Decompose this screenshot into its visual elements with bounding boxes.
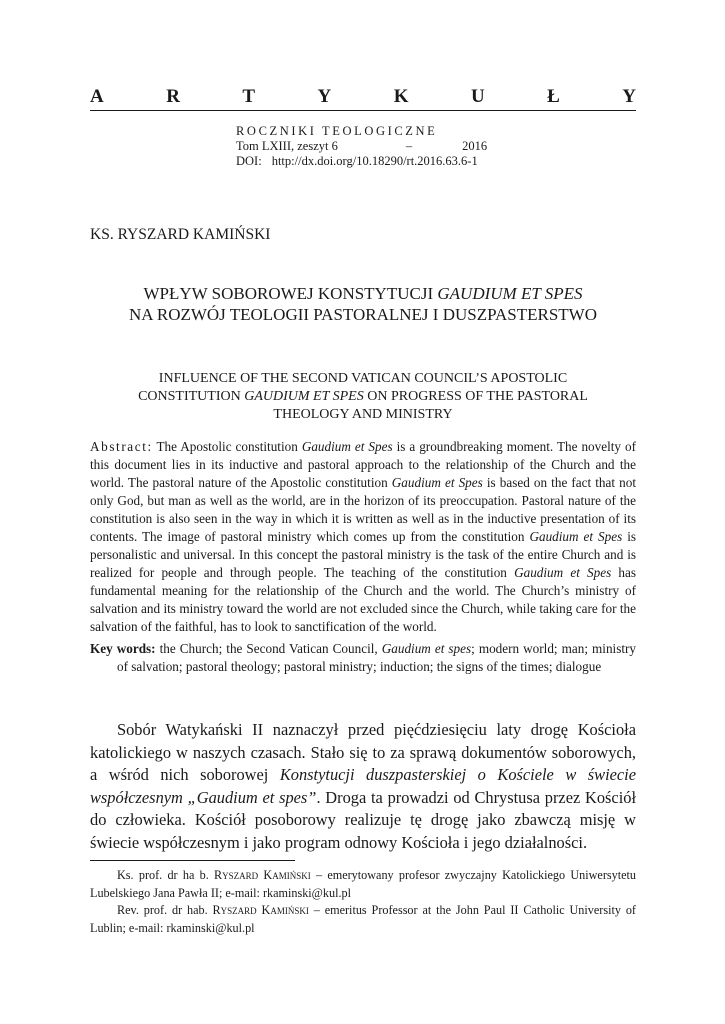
footnote-author-name: Ryszard Kamiński xyxy=(214,868,311,882)
abstract-text: is a groundbreaking moment. The novelty of this document lies in its inductive and pastoral approach to the relationship of the Church and the world. The pastoral nature of the Apostolic constitution xyxy=(90,439,636,490)
abstract-italic: Gaudium et Spes xyxy=(391,475,483,490)
title-polish xyxy=(90,283,636,325)
title-en-line2b: ON PROGRESS OF THE PASTORAL xyxy=(363,389,588,404)
keywords-label: Key words: xyxy=(90,641,156,656)
section-heading-letter: Y xyxy=(317,86,332,107)
journal-dash: – xyxy=(405,139,413,153)
section-heading-letter: T xyxy=(242,86,256,107)
journal-volume-row xyxy=(236,139,487,154)
title-pl-line1: WPŁYW SOBOROWEJ KONSTYTUCJI xyxy=(143,284,438,303)
title-en-line2-italic: GAUDIUM ET SPES xyxy=(244,389,364,404)
footnote-author-name: Ryszard Kamiński xyxy=(212,903,309,917)
body-text: Sobór Watykański II naznaczył przed pięćdziesięciu laty drogę Kościoła katolickiego w naszych czasach. Stało się to za sprawą dokumentów soborowych, a wśród nich soborowej xyxy=(90,720,636,785)
footnote-text: Ks. prof. dr ha b. xyxy=(117,868,215,882)
abstract-label: Abstract: xyxy=(90,439,153,454)
abstract-italic: Gaudium et Spes xyxy=(301,439,393,454)
journal-info xyxy=(236,124,487,169)
author-name: KS. RYSZARD KAMIŃSKI xyxy=(90,226,271,243)
journal-year: 2016 xyxy=(462,139,488,153)
footnote-text: Rev. prof. dr hab. xyxy=(117,903,213,917)
header-rule xyxy=(90,110,636,111)
footnotes xyxy=(90,867,636,937)
doi-link[interactable]: http://dx.doi.org/10.18290/rt.2016.63.6-1 xyxy=(271,154,478,168)
doi-row xyxy=(236,154,487,169)
title-en-line2a: CONSTITUTION xyxy=(138,389,245,404)
abstract-text: The Apostolic constitution xyxy=(152,439,302,454)
abstract-italic: Gaudium et Spes xyxy=(529,529,623,544)
keywords-text: ; modern world; man; ministry of salvation; pastoral theology; pastoral ministry; induction; the signs of the times; dialogue xyxy=(117,641,636,674)
footnote-english xyxy=(90,902,636,937)
journal-volume: Tom LXIII, zeszyt 6 xyxy=(236,139,338,153)
title-en-line3: THEOLOGY AND MINISTRY xyxy=(273,407,453,422)
abstract-text: is based on the fact that not only God, but man as well as the world, are in the horizon of its preoccupation. Pastoral nature of the constitution is also seen in the way in which it is written as well as in the inductive presentation of its contents. The image of pastoral ministry which comes up from the constitution xyxy=(90,475,636,544)
section-heading xyxy=(90,86,636,108)
section-heading-letter: K xyxy=(393,86,409,107)
body-text: . Droga ta prowadzi od Chrystusa przez Kościół do człowieka. Kościół posoborowy realizuje tę drogę jako zbawczą misję w świecie współczesnym i jako program odnowy Kościoła i jego działalności. xyxy=(90,787,636,852)
keywords xyxy=(90,640,636,676)
title-pl-line2: NA ROZWÓJ TEOLOGII PASTORALNEJ I DUSZPASTERSTWO xyxy=(128,305,597,324)
footnote-text: – emeritus Professor at the John Paul II Catholic University of Lublin; e-mail: rkaminski@kul.pl xyxy=(90,903,636,935)
section-heading-letter: R xyxy=(166,86,180,107)
keywords-italic: Gaudium et spes xyxy=(381,641,472,656)
section-heading-letter: Y xyxy=(622,86,636,107)
keywords-text: the Church; the Second Vatican Council, xyxy=(155,641,382,656)
body-paragraph xyxy=(90,719,636,855)
title-pl-line1-italic: GAUDIUM ET SPES xyxy=(437,284,583,303)
abstract xyxy=(90,438,636,636)
journal-name: ROCZNIKI TEOLOGICZNE xyxy=(236,124,438,138)
abstract-italic: Gaudium et Spes xyxy=(514,565,612,580)
abstract-text: is personalistic and universal. In this concept the pastoral ministry is the task of the entire Church and is realized for people and through people. The teaching of the constitution xyxy=(90,529,637,580)
abstract-text: has fundamental meaning for the relationship of the Church and the world. The Church’s ministry of salvation and its ministry toward the world are not excluded since the Church, while taking care for the salvation of the faithful, has to look to sanctification of the world. xyxy=(90,565,636,634)
footnote-rule xyxy=(90,860,295,861)
footnote-polish xyxy=(90,867,636,902)
title-en-line1: INFLUENCE OF THE SECOND VATICAN COUNCIL’S APOSTOLIC xyxy=(158,371,568,386)
section-heading-letter: Ł xyxy=(547,86,560,107)
doi-label: DOI: xyxy=(236,154,262,168)
section-heading-letter: A xyxy=(90,86,104,107)
title-english xyxy=(90,370,636,424)
body-italic: Konstytucji duszpasterskiej o Kościele w świecie współczesnym „Gaudium et spes” xyxy=(90,765,637,807)
footnote-text: – emerytowany profesor zwyczajny Katolickiego Uniwersytetu Lubelskiego Jana Pawła II; e-mail: rkaminski@kul.pl xyxy=(90,868,636,900)
section-heading-letter: U xyxy=(470,86,485,107)
